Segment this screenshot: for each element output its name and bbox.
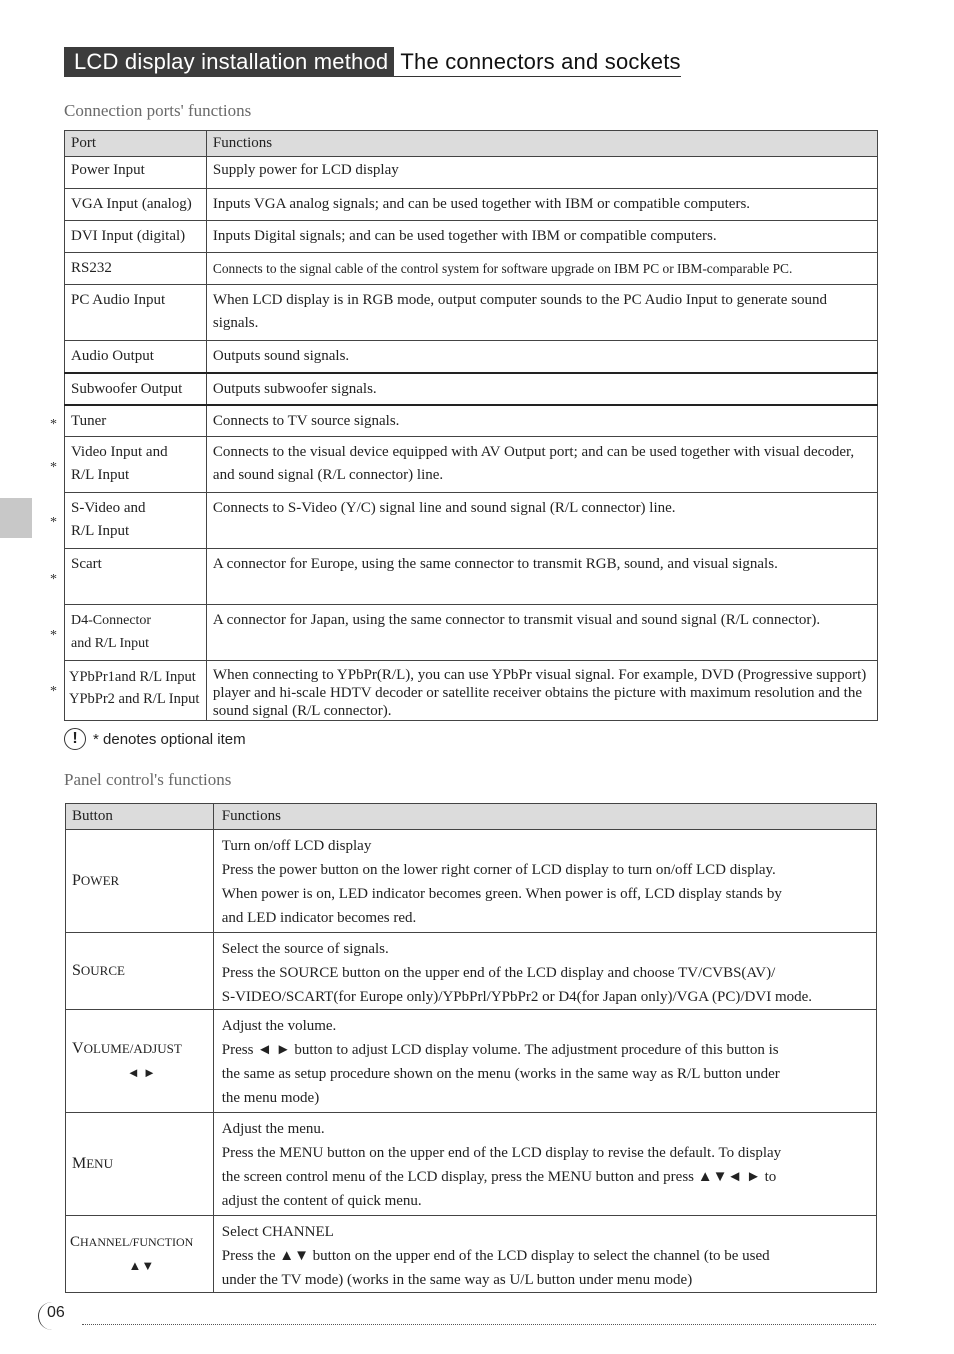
panel-table-header bbox=[66, 804, 877, 830]
panel-section-title: Panel control's functions bbox=[64, 770, 232, 789]
port-name-line2: and R/L Input bbox=[71, 636, 150, 651]
table-row bbox=[65, 189, 878, 221]
col-button-header: Button bbox=[66, 804, 214, 830]
button-function: Select CHANNEL Press the ▲▼ button on the upper end of the LCD display to select the channel (to be used under the TV mode) (works in the same way as U/L button under menu mode) bbox=[213, 1216, 876, 1293]
port-name-line2: YPbPr2 and R/L Input bbox=[69, 691, 200, 707]
page-header bbox=[64, 47, 681, 77]
button-function: Adjust the volume. Press ◄ ► button to adjust LCD display volume. The adjustment procedure of this button is the same as setup procedure shown on the menu (works in the same way as R/L button under the menu mode) bbox=[213, 1010, 876, 1113]
port-function: Outputs subwoofer signals. bbox=[206, 373, 877, 405]
port-name: Scart bbox=[65, 549, 207, 605]
port-name bbox=[65, 605, 207, 661]
side-section-tab bbox=[0, 498, 32, 538]
left-right-arrows-icon: ◄ ► bbox=[126, 1065, 156, 1080]
ports-table-header bbox=[65, 131, 878, 157]
panel-table bbox=[65, 803, 877, 1293]
ports-section-title: Connection ports' functions bbox=[64, 101, 252, 120]
up-down-arrows-icon: ▲▼ bbox=[128, 1258, 155, 1273]
header-page-title: The connectors and sockets bbox=[394, 47, 680, 77]
port-name: Tuner bbox=[65, 405, 207, 437]
port-name: RS232 bbox=[65, 253, 207, 285]
port-name: VGA Input (analog) bbox=[65, 189, 207, 221]
table-row bbox=[66, 1113, 877, 1216]
col-functions-header: Functions bbox=[213, 804, 876, 830]
port-name: PC Audio Input bbox=[65, 285, 207, 341]
port-name-line1: Video Input and bbox=[71, 444, 168, 460]
port-name: DVI Input (digital) bbox=[65, 221, 207, 253]
optional-marker: * bbox=[50, 460, 57, 475]
port-function: Connects to S-Video (Y/C) signal line and sound signal (R/L connector) line. bbox=[206, 493, 877, 549]
table-row bbox=[65, 221, 878, 253]
port-function: A connector for Europe, using the same connector to transmit RGB, sound, and visual signals. bbox=[206, 549, 877, 605]
port-function: Connects to the visual device equipped with AV Output port; and can be used together with visual decoder, and sound signal (R/L connector) line. bbox=[206, 437, 877, 493]
optional-marker: * bbox=[50, 417, 57, 432]
table-row bbox=[66, 830, 877, 933]
table-row bbox=[65, 493, 878, 549]
port-function: When connecting to YPbPr(R/L), you can use YPbPr visual signal. For example, DVD (Progressive support) player and hi-scale HDTV decoder or satellite receiver obtains the picture with maximum resolution and the sound signal (R/L connector). bbox=[206, 661, 877, 721]
col-port-header: Port bbox=[65, 131, 207, 157]
port-function: Supply power for LCD display bbox=[206, 157, 877, 189]
port-name-line1: D4-Connector bbox=[71, 613, 152, 628]
button-function: Select the source of signals. Press the SOURCE button on the upper end of the LCD display and choose TV/CVBS(AV)/ S-VIDEO/SCART(for Europe only)/YPbPrl/YPbPr2 or D4(for Japan only)/VGA (PC)/DVI mode. bbox=[213, 933, 876, 1010]
button-function: Turn on/off LCD display Press the power button on the lower right corner of LCD display to turn on/off LCD display. When power is on, LED indicator becomes green. When power is off, LCD display stands by and LED indicator becomes red. bbox=[213, 830, 876, 933]
button-name: POWER bbox=[66, 830, 214, 933]
button-name: MENU bbox=[66, 1113, 214, 1216]
port-name bbox=[65, 437, 207, 493]
port-name: Audio Output bbox=[65, 341, 207, 373]
table-row bbox=[65, 605, 878, 661]
port-name bbox=[65, 493, 207, 549]
col-functions-header: Functions bbox=[206, 131, 877, 157]
optional-marker: * bbox=[50, 628, 57, 643]
optional-note bbox=[64, 728, 246, 750]
table-row bbox=[65, 549, 878, 605]
port-function: Connects to the signal cable of the control system for software upgrade on IBM PC or IBM-comparable PC. bbox=[206, 253, 877, 285]
button-name: CHANNEL/FUNCTION ▲▼ bbox=[66, 1216, 214, 1293]
port-name-line2: R/L Input bbox=[71, 523, 130, 539]
table-row bbox=[65, 661, 878, 721]
exclamation-icon: ! bbox=[64, 728, 86, 750]
port-function: Connects to TV source signals. bbox=[206, 405, 877, 437]
footer-dotted-rule bbox=[82, 1324, 876, 1325]
optional-marker: * bbox=[50, 572, 57, 587]
port-name-line1: YPbPr1and R/L Input bbox=[69, 669, 196, 685]
table-row bbox=[65, 253, 878, 285]
table-row bbox=[65, 405, 878, 437]
table-row bbox=[65, 285, 878, 341]
port-function: Outputs sound signals. bbox=[206, 341, 877, 373]
table-row bbox=[65, 437, 878, 493]
port-function: Inputs Digital signals; and can be used together with IBM or compatible computers. bbox=[206, 221, 877, 253]
table-row bbox=[66, 933, 877, 1010]
table-row bbox=[65, 373, 878, 405]
ports-table bbox=[64, 130, 878, 721]
table-row bbox=[66, 1216, 877, 1293]
optional-marker: * bbox=[50, 684, 57, 699]
header-section-title: LCD display installation method bbox=[64, 47, 394, 77]
table-row bbox=[66, 1010, 877, 1113]
port-name-line2: R/L Input bbox=[71, 467, 130, 483]
port-name bbox=[65, 661, 207, 721]
port-name: Power Input bbox=[65, 157, 207, 189]
port-function: Inputs VGA analog signals; and can be used together with IBM or compatible computers. bbox=[206, 189, 877, 221]
optional-note-text: * denotes optional item bbox=[93, 730, 246, 748]
table-row bbox=[65, 341, 878, 373]
optional-marker: * bbox=[50, 515, 57, 530]
button-name: SOURCE bbox=[66, 933, 214, 1010]
port-function: When LCD display is in RGB mode, output computer sounds to the PC Audio Input to generate sound signals. bbox=[206, 285, 877, 341]
button-function: Adjust the menu. Press the MENU button on the upper end of the LCD display to revise the default. To display the screen control menu of the LCD display, press the MENU button and press ▲▼◄ ► to adjust the content of quick menu. bbox=[213, 1113, 876, 1216]
port-name: Subwoofer Output bbox=[65, 373, 207, 405]
port-name-line1: S-Video and bbox=[71, 500, 146, 516]
table-row bbox=[65, 157, 878, 189]
port-function: A connector for Japan, using the same connector to transmit visual and sound signal (R/L connector). bbox=[206, 605, 877, 661]
page-footer bbox=[38, 1300, 876, 1332]
page-number: 06 bbox=[47, 1304, 65, 1321]
button-name: VOLUME/ADJUST ◄ ► bbox=[66, 1010, 214, 1113]
